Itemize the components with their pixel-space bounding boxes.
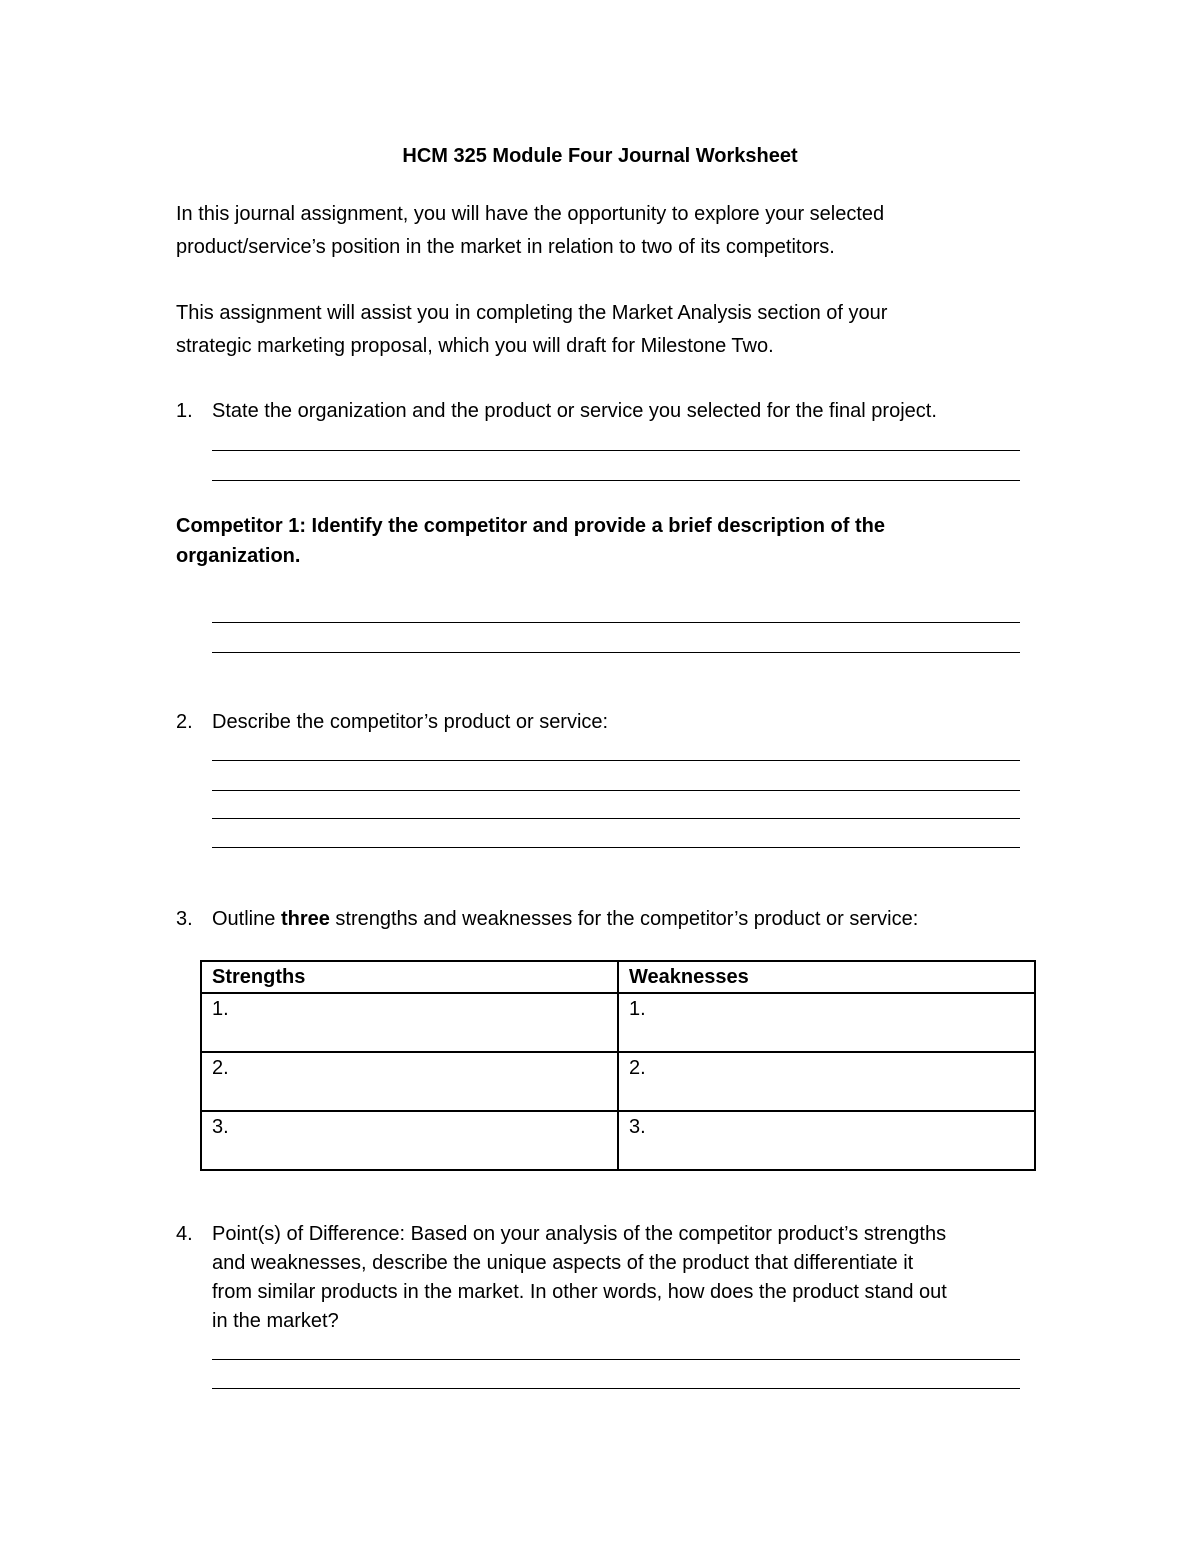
assist-line-1: This assignment will assist you in completing the Market Analysis section of your: [176, 302, 888, 324]
q4-line-3: from similar products in the market. In other words, how does the product stand out: [212, 1281, 947, 1303]
q4-number: 4.: [176, 1223, 193, 1245]
competitor-answer-line[interactable]: [212, 652, 1020, 653]
table-row: [201, 1052, 1035, 1111]
strengths-weaknesses-table: [200, 960, 1036, 1171]
table-row: [201, 1111, 1035, 1170]
q1-number: 1.: [176, 400, 193, 422]
strength-cell[interactable]: 2.: [201, 1052, 618, 1111]
q4-answer-line[interactable]: [212, 1359, 1020, 1360]
weakness-cell[interactable]: 2.: [618, 1052, 1035, 1111]
q1-answer-line[interactable]: [212, 450, 1020, 451]
strength-cell[interactable]: 1.: [201, 993, 618, 1052]
strength-cell[interactable]: 3.: [201, 1111, 618, 1170]
assist-line-2: strategic marketing proposal, which you will draft for Milestone Two.: [176, 335, 774, 357]
intro-line-2: product/service’s position in the market in relation to two of its competitors.: [176, 236, 835, 258]
q2-answer-line[interactable]: [212, 790, 1020, 791]
q2-answer-line[interactable]: [212, 818, 1020, 819]
q4-answer-line[interactable]: [212, 1388, 1020, 1389]
q1-text: State the organization and the product or service you selected for the final project.: [212, 400, 937, 422]
q2-answer-line[interactable]: [212, 847, 1020, 848]
page-title: HCM 325 Module Four Journal Worksheet: [402, 145, 798, 167]
weakness-cell[interactable]: 3.: [618, 1111, 1035, 1170]
q3-prefix: Outline: [212, 908, 281, 930]
table-row: [201, 993, 1035, 1052]
q3-number: 3.: [176, 908, 193, 930]
q2-text: Describe the competitor’s product or service:: [212, 711, 609, 733]
table-header-row: [201, 961, 1035, 993]
weaknesses-header: Weaknesses: [618, 961, 1035, 993]
q2-number: 2.: [176, 711, 193, 733]
q3-text: [212, 903, 918, 935]
q3-suffix: strengths and weaknesses for the competitor’s product or service:: [329, 908, 919, 930]
strengths-header: Strengths: [201, 961, 618, 993]
competitor-heading-line-2: organization.: [176, 545, 301, 567]
q1-answer-line[interactable]: [212, 480, 1020, 481]
intro-line-1: In this journal assignment, you will have the opportunity to explore your selected: [176, 203, 885, 225]
weakness-cell[interactable]: 1.: [618, 993, 1035, 1052]
q4-line-1: Point(s) of Difference: Based on your analysis of the competitor product’s strengths: [212, 1223, 947, 1245]
competitor-answer-line[interactable]: [212, 622, 1020, 623]
competitor-heading-line-1: Competitor 1: Identify the competitor and provide a brief description of the: [176, 515, 885, 537]
q4-line-4: in the market?: [212, 1310, 339, 1332]
q4-line-2: and weaknesses, describe the unique aspects of the product that differentiate it: [212, 1252, 914, 1274]
q3-emphasis: three: [280, 908, 330, 930]
q2-answer-line[interactable]: [212, 760, 1020, 761]
